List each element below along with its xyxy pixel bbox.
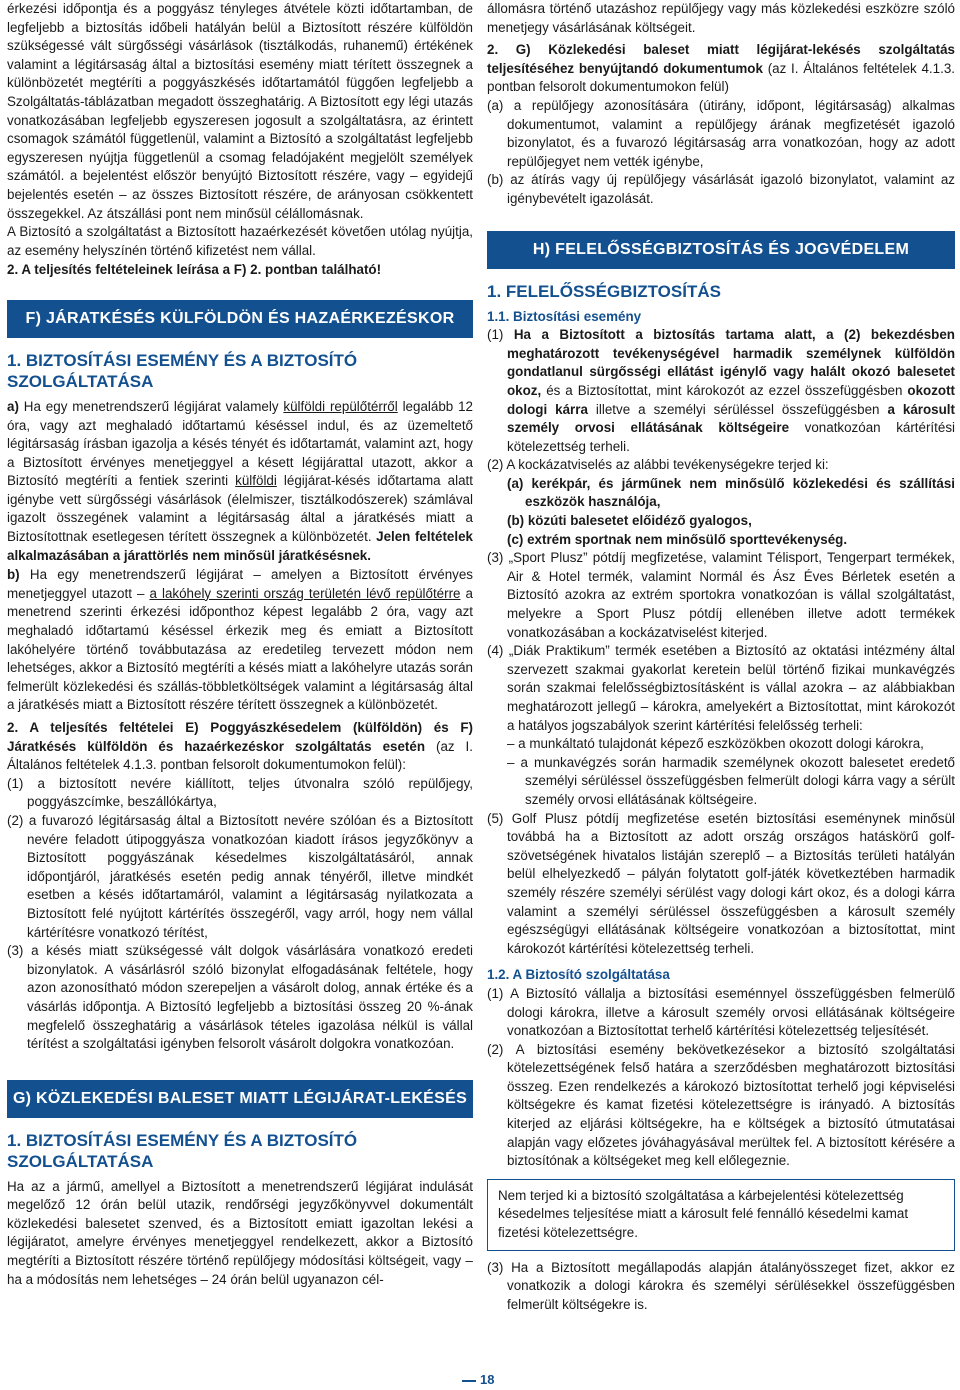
g-continuation: állomásra történő utazáshoz repülőjegy vagy más közlekedési eszközre szóló menetjegy vásárlásának költségeit. (487, 1, 955, 35)
section-g-heading: 1. BIZTOSÍTÁSI ESEMÉNY ÉS A BIZTOSÍTÓ SZOLGÁLTATÁSA (7, 1130, 358, 1171)
h11-heading: 1.1. Biztosítási esemény (487, 308, 642, 324)
h11-4-subitem: – a munkavégzés során harmadik személynek okozott balesetet eredető személyi sérüléssel összefüggésben felmerült dologi kárra vagy a sérült személy orvosi ellátásának költségeire. (507, 754, 955, 807)
h11-1-bold: Ha a Biztosított a biztosítás tartama alatt, a (2) bekezdésben meghatározott tevékenységével harmadik személynek külföldön gondatlanul sürgősségi ellátást igénylő vagy halált okozó balesetet okoz, (507, 327, 955, 398)
section-g-band: G) KÖZLEKEDÉSI BALESET MIATT LÉGIJÁRAT-LEKÉSÉS (7, 1080, 473, 1118)
f-b-text: Ha egy menetrendszerű légijárat – amelyen a Biztosított érvényes menetjeggyel utazott – (7, 567, 473, 601)
section-f2-intro (7, 719, 473, 775)
g2-intro (487, 41, 955, 97)
f2-title: 2. A teljesítés feltételei E) Poggyászkésedelem (külföldön) és F) Járatkésés külföldön és hazaérkezéskor szolgáltatás esetén (7, 720, 473, 754)
h12-item-2: (2) A biztosítási esemény bekövetkezésekor a biztosító szolgáltatási kötelezettségének felső határa a szerződésben meghatározott biztosítási összeg. Ezen rendelkezés a károkozó biztosítottat terhelő jogi képviselési költségekre és kamat fizetési kötelezettségre is irányadó. A biztosítás kiterjed az eljárási költségekre, ha e költségek a biztosító útmutatásai alapján vagy előzetes jóváhagyásával merültek fel. A biztosított kérésére a biztosítónak a költségeket meg kell előlegeznie. (487, 1041, 955, 1169)
f2-rest: (az I. Általános feltételek 4.1.3. pontban felsorolt dokumentumokon felül): (7, 738, 473, 773)
section-g-paragraph: Ha az a jármű, amellyel a Biztosított a menetrendszerű légijárat indulását megelőző 12 órán belül utazik, rendőrségi jegyzőkönyvvel dokumentált közlekedési balesetet szenved, és a Biztosított emiatt igazoltan lekési a légijáratot, amelyre érvényes menetjeggyel rendelkezett, akkor a Biztosító megtéríti a Biztosított részére történő repülőjegy módosítási költségeit, vagy – ha a módosítás nem lehetséges – 24 órán belül ugyanazon cél- (7, 1178, 473, 1287)
section-h-band: H) FELELŐSSÉGBIZTOSÍTÁS ÉS JOGVÉDELEM (487, 231, 955, 269)
h11-4-subitem: – a munkáltató tulajdonát képező eszközökben okozott dologi károkra, (507, 736, 924, 752)
g2-item: (b) az átírás vagy új repülőjegy vásárlását igazoló bizonylatot, valamint az igénybevételt igazolását. (487, 172, 955, 206)
exclusion-box: Nem terjed ki a biztosító szolgáltatása a kárbejelentési kötelezettség késedelmes teljesítése miatt a károsult felé fennálló késedelmi kamat fizetési kötelezettségre. (487, 1179, 955, 1251)
f-a-underlined: külföldi repülőtérről (283, 398, 398, 414)
h11-item-4: (4) „Diák Praktikum” termék esetében a Biztosító az oktatási intézmény által szervezett szakmai gyakorlat keretein belül történő fizikai munkavégzés során szakmai felelősségbiztosításként is vállal azokra – az alábbiakban meghatározott jellegű – károkra, amelyekért a Biztosítottat, mint károkozót a hatályos jogszabályok szerint kártérítési felelősség terheli: (487, 643, 955, 733)
g2-title: 2. G) Közlekedési baleset miatt légijárat-lekésés szolgáltatás teljesítéséhez benyújtandó dokumentumok (487, 42, 955, 76)
h11-item-5: (5) Golf Plusz pótdíj megfizetése esetén biztosítási eseménynek minősül továbbá ha a Biztosított az adott ország országos hatáskörű golf-szövetségének hivatalos listáján szereplő – a Biztosítás területi hatályán belül elhelyezkedő – pályán folytatott golf-játék következtében harmadik személy részére személyi sérülést vagy dologi kárt okoz, és a dologi kárra valamint a személyi sérüléssel összefüggésben a károsult személy egészségügyi ellátásának költségeire vonatkozóan a biztosítottat, mint károkozót kártérítési kötelezettség terheli. (487, 810, 955, 956)
return-paragraph: A Biztosító a szolgáltatást a Biztosított hazaérkezését követően utólag nyújtja, az esemény helyszínén történő kifizetést nem vállal. (7, 224, 473, 258)
h12-heading: 1.2. A Biztosító szolgáltatása (487, 967, 670, 983)
h11-item-3: (3) „Sport Plusz” pótdíj megfizetése, valamint Télisport, Tengerpart termékek, Air & Hotel termék, valamint Normál és Ász Éves Bérletek esetén a Biztosító azokra az extrém sportokra vonatkozóan is vállal szolgáltatást, melyekre a Sport Plusz pótdíj ellenében illetve adott termékek vonatkozásában a kockázatviselést kiterjed. (487, 550, 955, 640)
intro-paragraph: érkezési időpontja és a poggyász tényleges átvétele közti időtartamban, de legfeljebb a biztosítás időbeli hatályán belül a Biztosított részére külföldön szükségessé vált sürgősségi vásárlások (tisztálkodás, ruhanemű) értékének valamint a légitársaság által a biztosítási esemény miatt térített összegnek a különbözetét megtéríti a poggyászkésés időtartamától függően legfeljebb a Szolgáltatás-táblázatban megadott összeghatárig. A Biztosított egy légi utazás vonatkozásában legfeljebb egyszeresen jogosult a szolgáltatásra, az érintett csomagok számától függetlenül, valamint a Biztosító a szolgáltatást legfeljebb egyszeresen nyújtja függetlenül a csomag feladójaként megjelölt személyek számától. a bejelentést először benyújtó Biztosított részére, vagy – egyidejű bejelentés esetén – az összes Biztosított részére, de arányosan csökkentett összegekkel. Az átszállási pont nem minősül célállomásnak. (7, 1, 473, 221)
h11-1-bold-3: a károsult személy orvosi ellátásának költségeire (507, 401, 955, 436)
h12-item-1: (1) A Biztosító vállalja a biztosítási eseménnyel összefüggésben felmerülő dologi károkra, illetve a károsult személy orvosi ellátásának költségeire vonatkozóan a Biztosítottat terhelő kártérítési kötelezettség teljesítését. (487, 985, 955, 1039)
f-a-text-2: legalább 12 óra, vagy azt meghaladó időtartamú késéssel indul, és az üzemeltető légitársaság írásban igazolja a késés tényét és időtartamát, valamint azt, hogy a Biztosított érvényes menetjeggyel a késett légijárattal utazott, akkor a Biztosító megtéríti a fentiek szerinti (7, 398, 473, 489)
f-a-underlined-2: külföldi (235, 473, 277, 489)
h11-1-text-3: vonatkozóan kártérítési kötelezettség terheli. (507, 420, 955, 454)
h11-2-subitem: (b) közúti balesetet előidéző gyalogos, (507, 513, 752, 529)
g2-item: (a) a repülőjegy azonosítására (útirány, időpont, légitársaság) alkalmas dokumentumot, valamint a repülőjegy árának megfizetését igazoló bizonylatot, és a fuvarozó légitársaság arra vonatkozóan, hogy az adott repülőjegyet nem vették igénybe, (487, 97, 955, 169)
f-a-text: Ha egy menetrendszerű légijárat valamely (18, 398, 284, 414)
section-f-band: F) JÁRATKÉSÉS KÜLFÖLDÖN ÉS HAZAÉRKEZÉSKOR (7, 300, 473, 338)
section-h1-heading: 1. FELELŐSSÉGBIZTOSÍTÁS (487, 281, 721, 301)
f-b-underlined: a lakóhely szerinti ország területén lévő repülőtérre (149, 585, 461, 601)
right-column (487, 0, 955, 1314)
section-f-heading: 1. BIZTOSÍTÁSI ESEMÉNY ÉS A BIZTOSÍTÓ SZOLGÁLTATÁSA (7, 350, 358, 391)
h11-1-label: (1) (487, 327, 514, 343)
f-b-label: b) (7, 567, 20, 583)
f2-item: (3) a késés miatt szükségessé vált dolgok vásárlására vonatkozó eredeti bizonylatok. A vásárlásról szóló bizonylat elfogadásának feltétele, hogy azon azonosítható módon szerepeljen a vásárolt dolog, annak értéke és a vásárlás időpontja. A Biztosító legfeljebb a biztosítási összeg 20 %-ának megfelelő összeghatárig a vásárlások tételes igazolása nélkül is vállal térítést a szolgáltatási igényben felsorolt vásárolt dolgokra vonatkozóan. (7, 943, 473, 1052)
h11-1-bold-2: okozott dologi kárra (507, 382, 955, 417)
h11-1-text-2: illetve a személyi sérüléssel összefüggésben (587, 401, 888, 417)
h11-2-subitem: (a) kerékpár, és járműnek nem minősülő közlekedési és szállítási eszközök használója, (507, 475, 955, 510)
f2-item: (1) a biztosított nevére kiállított, teljes útvonalra szóló repülőjegy, poggyászcímke, beszállókártya, (7, 775, 473, 810)
page-number (462, 1372, 494, 1387)
left-column (7, 0, 473, 1289)
page-number-value: 18 (480, 1372, 495, 1387)
section-e2-reference: 2. A teljesítés feltételeinek leírása a F) 2. pontban található! (7, 262, 382, 278)
f-a-bold: Jelen feltételek alkalmazásában a járattörlés nem minősül járatkésésnek. (7, 529, 473, 563)
h11-item-2: (2) A kockázatviselés az alábbi tevékenységekre terjed ki: (487, 457, 829, 473)
page-number-rule (462, 1380, 476, 1382)
f-a-label: a) (7, 398, 19, 414)
h11-2-subitem: (c) extrém sportnak nem minősülő sporttevékenység. (507, 531, 848, 547)
h11-1-text: és a Biztosítottat, mint károkozót az ezzel összefüggésben (541, 382, 908, 398)
section-f-a-paragraph (7, 398, 473, 565)
h12-item-3: (3) Ha a Biztosított megállapodás alapján átalányösszeget fizet, akkor ez vonatkozik a dologi károkra és személyi sérülésekkel összefüggésben felmerült költségekre is. (487, 1259, 955, 1312)
f2-item: (2) a fuvarozó légitársaság által a Biztosított nevére szólóan és a Biztosított nevére feladott útipoggyásza vonatkozóan kiadott írásos jegyzőkönyv a Biztosított poggyászának késedelmes kiszolgáltatásáról, annak időpontjáról, járatkésés esetén pedig annak tényéről, illetve mindkét esetben a késés időtartamáról, valamint a légitársaság nyilatkozata a Biztosított felé nyújtott kártérítés összegéről, vagy arról, hogy nem vállal kártérítésre vonatkozó térítést, (7, 812, 473, 940)
f-b-text-2: a menetrend szerinti érkezési időponthoz képest legalább 2 óra, vagy azt meghaladó időtartamú késéssel érkezik meg és emiatt a Biztosított lakóhelyére történő továbbutazása az eredetileg tervezett módon nem lehetséges, akkor a Biztosító megtéríti a késés miatt a lakóhelyre utazás során felmerült közlekedési és szállás-többletköltségek valamint a légitársaság által a járatkésés miatt a Biztosított részére térített összegnek a különbözetét. (7, 585, 473, 713)
g2-rest: (az I. Általános feltételek 4.1.3. pontban felsorolt dokumentumokon felül) (487, 60, 955, 95)
f-a-text-3: légijárat-késés időtartama alatt igénybe vett sürgősségi vásárlások (élelmiszer, tisztálkodószerek) számlával igazolt összegének valamint a légitársaság által a járatkésés miatt a Biztosítottnak esetlegesen térített összegnek a különbözetét. (7, 473, 473, 545)
h11-item-1 (487, 326, 955, 456)
section-f-b-paragraph (7, 566, 473, 715)
